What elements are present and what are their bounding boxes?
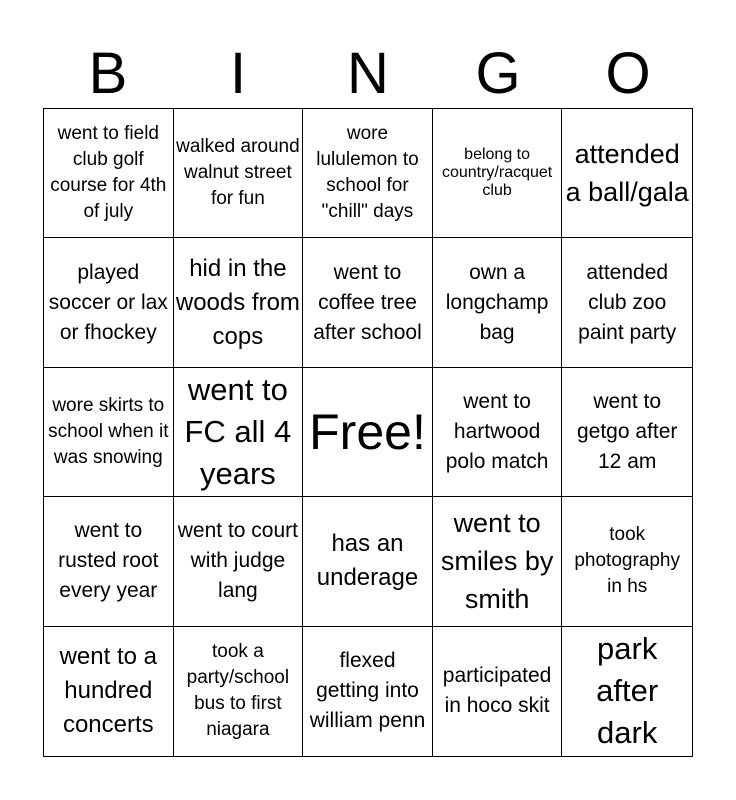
bingo-cell[interactable]: went to coffee tree after school — [303, 238, 433, 367]
bingo-header — [43, 40, 693, 108]
bingo-cell[interactable]: wore lululemon to school for "chill" days — [303, 109, 433, 238]
bingo-cell[interactable]: took photography in hs — [562, 497, 692, 626]
bingo-cell[interactable]: park after dark — [596, 631, 659, 751]
bingo-cell[interactable]: went to rusted root every year — [44, 497, 174, 626]
bingo-cell[interactable]: took a party/school bus to first niagara — [174, 627, 304, 756]
bingo-cell[interactable]: went to smiles by smith — [433, 497, 563, 626]
bingo-cell[interactable]: went to a hundred concerts — [44, 627, 174, 756]
header-letter-g: G — [475, 41, 521, 106]
bingo-cell[interactable]: walked around walnut street for fun — [174, 109, 304, 238]
bingo-cell[interactable]: went to FC all 4 years — [174, 368, 304, 497]
header-letter-i: I — [229, 41, 247, 106]
header-letter-n: N — [347, 41, 389, 106]
bingo-cell[interactable]: played soccer or lax or fhockey — [44, 238, 174, 367]
bingo-cell[interactable]: went to hartwood polo match — [433, 368, 563, 497]
bingo-cell[interactable]: went to field club golf course for 4th of july — [44, 109, 174, 238]
bingo-cell[interactable]: has an underage — [303, 497, 433, 626]
bingo-cell[interactable]: flexed getting into william penn — [303, 627, 433, 756]
header-letter-o: O — [605, 41, 651, 106]
free-space-cell[interactable]: Free! — [303, 368, 433, 497]
bingo-cell[interactable]: wore skirts to school when it was snowing — [44, 368, 174, 497]
bingo-board — [43, 108, 693, 757]
bingo-cell[interactable]: own a longchamp bag — [433, 238, 563, 367]
bingo-cell[interactable]: hid in the woods from cops — [174, 238, 304, 367]
bingo-cell[interactable]: attended a ball/gala — [562, 109, 692, 238]
bingo-cell[interactable]: participated in hoco skit — [433, 627, 563, 756]
bingo-cell[interactable]: went to getgo after 12 am — [562, 368, 692, 497]
bingo-cell[interactable]: belong to country/racquet club — [433, 109, 563, 238]
header-letter-b: B — [88, 41, 128, 106]
bingo-cell[interactable]: went to court with judge lang — [174, 497, 304, 626]
bingo-cell[interactable]: attended club zoo paint party — [562, 238, 692, 367]
